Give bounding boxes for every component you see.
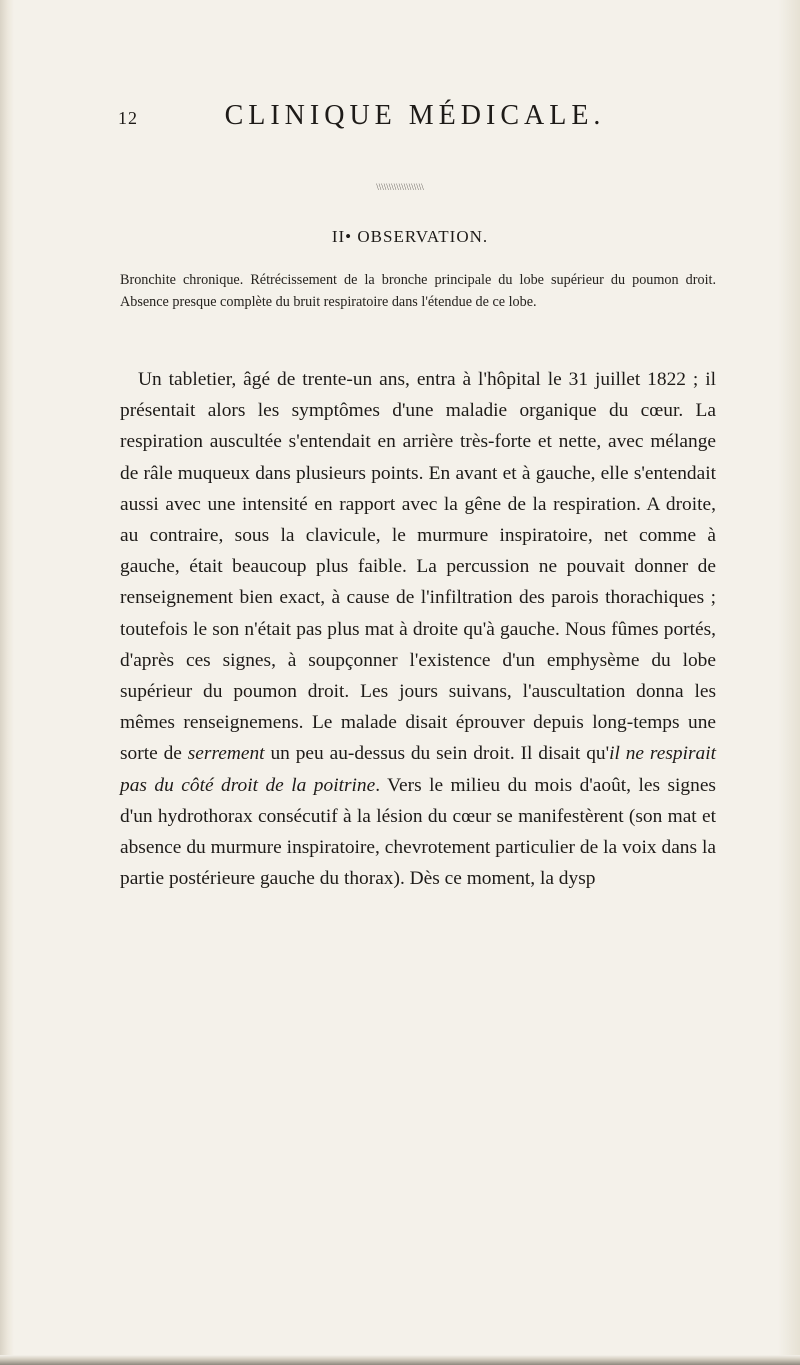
running-title: CLINIQUE MÉDICALE. xyxy=(224,100,606,131)
page-number: 12 xyxy=(118,108,138,128)
body-paragraph xyxy=(120,364,716,894)
body-text xyxy=(120,364,716,894)
body-text-part-2: un peu au-dessus du sein droit. Il disait qu' xyxy=(264,743,610,765)
body-text-part-1: Un tabletier, âgé de trente-un ans, entra à l'hôpital le 31 juillet 1822 ; il présentait alors les symptômes d'une maladie organique du cœur. La respiration auscultée s'entendait en arrière très-forte et nette, avec mélange de râle muqueux dans plusieurs points. En avant et à gauche, elle s'entendait aussi avec une intensité en rapport avec la gêne de la respiration. A droite, au contraire, sous la clavicule, le murmure inspiratoire, net comme à gauche, était beaucoup plus faible. La percussion ne pouvait donner de renseignement bien exact, à cause de l'infiltration des parois thorachiques ; toutefois le son n'était pas plus mat à droite qu'à gauche. Nous fûmes portés, d'après ces signes, à soupçonner l'existence d'un emphysème du lobe supérieur du poumon droit. Les jours suivans, l'auscultation donna les mêmes renseignemens. Le malade disait éprouver depuis long-temps une sorte de xyxy=(120,369,716,765)
body-text-part-3: . Vers le milieu du mois d'août, les signes d'un hydrothorax consécutif à la lésion du cœur se manifestèrent (son mat et absence du murmure inspiratoire, chevrotement particulier de la voix dans la partie postérieure gauche du thorax). Dès ce moment, la dysp xyxy=(120,774,716,890)
page-right-edge xyxy=(778,0,800,1365)
observation-summary: Bronchite chronique. Rétrécissement de la bronche principale du lobe supérieur du poumon droit. Absence presque complète du bruit respiratoire dans l'étendue de ce lobe. xyxy=(120,272,716,310)
ornament-rule: \\\\\\\\\\\\\\\\\\\ xyxy=(376,182,424,192)
observation-heading: II• OBSERVATION. xyxy=(331,227,489,246)
body-italic-serrement: serrement xyxy=(187,743,265,765)
body-italic-quote: il ne respirait pas du côté droit de la poitrine xyxy=(120,743,716,796)
page-bottom-edge xyxy=(0,1355,800,1365)
page-left-edge xyxy=(0,0,14,1365)
